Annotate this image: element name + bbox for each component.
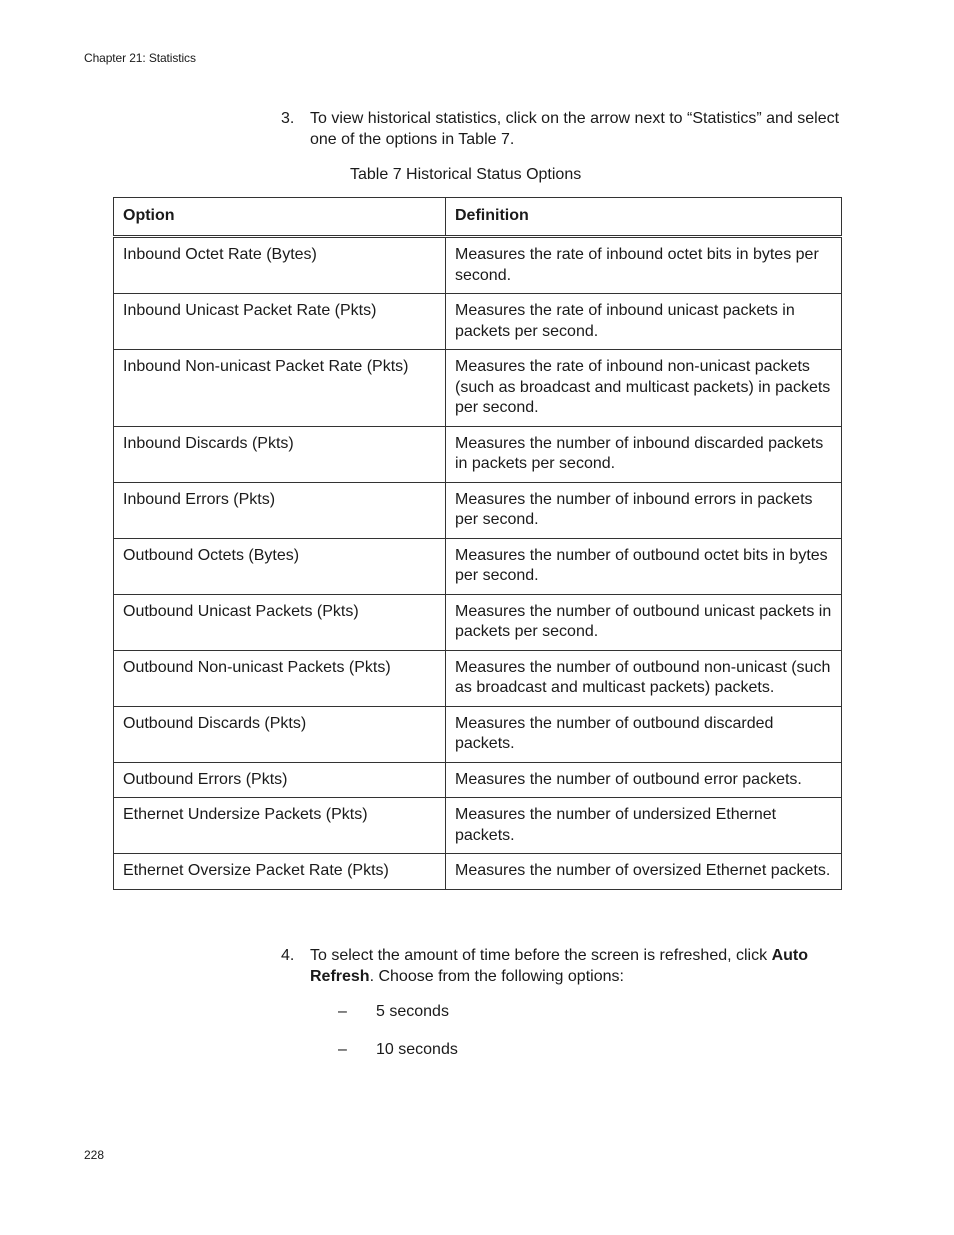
definition-cell: Measures the number of inbound discarded packets in packets per second.	[446, 426, 842, 482]
option-label: 10 seconds	[376, 1041, 458, 1058]
definition-cell: Measures the number of oversized Ethernet packets.	[446, 854, 842, 890]
definition-cell: Measures the number of outbound discarded packets.	[446, 706, 842, 762]
auto-refresh-label: Auto Refresh	[310, 947, 808, 985]
definition-cell: Measures the rate of inbound unicast packets in packets per second.	[446, 294, 842, 350]
option-cell: Inbound Errors (Pkts)	[114, 482, 446, 538]
table-row	[114, 426, 842, 482]
step-text: To view historical statistics, click on the arrow next to “Statistics” and select one of the options in Table 7.	[310, 110, 840, 148]
option-cell: Ethernet Oversize Packet Rate (Pkts)	[114, 854, 446, 890]
table-row	[114, 798, 842, 854]
table-row	[114, 482, 842, 538]
option-cell: Inbound Octet Rate (Bytes)	[114, 237, 446, 294]
option-cell: Inbound Discards (Pkts)	[114, 426, 446, 482]
column-header-definition: Definition	[446, 198, 842, 237]
definition-cell: Measures the number of undersized Ethernet packets.	[446, 798, 842, 854]
option-cell: Outbound Octets (Bytes)	[114, 538, 446, 594]
option-cell: Outbound Discards (Pkts)	[114, 706, 446, 762]
table-header-row	[114, 198, 842, 237]
table-row	[114, 538, 842, 594]
refresh-option-10s	[338, 1041, 458, 1059]
table-row	[114, 237, 842, 294]
table-row	[114, 594, 842, 650]
step-4	[281, 945, 841, 987]
definition-cell: Measures the number of outbound octet bits in bytes per second.	[446, 538, 842, 594]
table-row	[114, 762, 842, 798]
column-header-option: Option	[114, 198, 446, 237]
definition-cell: Measures the rate of inbound non-unicast packets (such as broadcast and multicast packets) in packets per second.	[446, 350, 842, 427]
table-row	[114, 294, 842, 350]
option-cell: Inbound Non-unicast Packet Rate (Pkts)	[114, 350, 446, 427]
options-table	[113, 197, 842, 890]
definition-cell: Measures the number of outbound error packets.	[446, 762, 842, 798]
option-cell: Ethernet Undersize Packets (Pkts)	[114, 798, 446, 854]
definition-cell: Measures the number of outbound unicast packets in packets per second.	[446, 594, 842, 650]
step-number: 4.	[281, 947, 295, 964]
option-cell: Inbound Unicast Packet Rate (Pkts)	[114, 294, 446, 350]
table-row	[114, 350, 842, 427]
step-text-after: . Choose from the following options:	[369, 968, 624, 985]
list-dash: –	[338, 1041, 347, 1058]
table-caption: Table 7 Historical Status Options	[350, 166, 582, 183]
definition-cell: Measures the number of outbound non-unicast (such as broadcast and multicast packets) packets.	[446, 650, 842, 706]
step-text	[310, 945, 841, 987]
table-row	[114, 650, 842, 706]
option-label: 5 seconds	[376, 1003, 449, 1020]
page-number: 228	[84, 1148, 105, 1162]
table-row	[114, 854, 842, 890]
step-3	[281, 108, 841, 150]
option-cell: Outbound Non-unicast Packets (Pkts)	[114, 650, 446, 706]
definition-cell: Measures the rate of inbound octet bits in bytes per second.	[446, 237, 842, 294]
option-cell: Outbound Unicast Packets (Pkts)	[114, 594, 446, 650]
table-row	[114, 706, 842, 762]
option-cell: Outbound Errors (Pkts)	[114, 762, 446, 798]
step-number: 3.	[281, 110, 295, 127]
step-text-before: To select the amount of time before the screen is refreshed, click	[310, 947, 772, 964]
refresh-option-5s	[338, 1003, 449, 1021]
running-header: Chapter 21: Statistics	[84, 51, 196, 65]
definition-cell: Measures the number of inbound errors in packets per second.	[446, 482, 842, 538]
list-dash: –	[338, 1003, 347, 1020]
